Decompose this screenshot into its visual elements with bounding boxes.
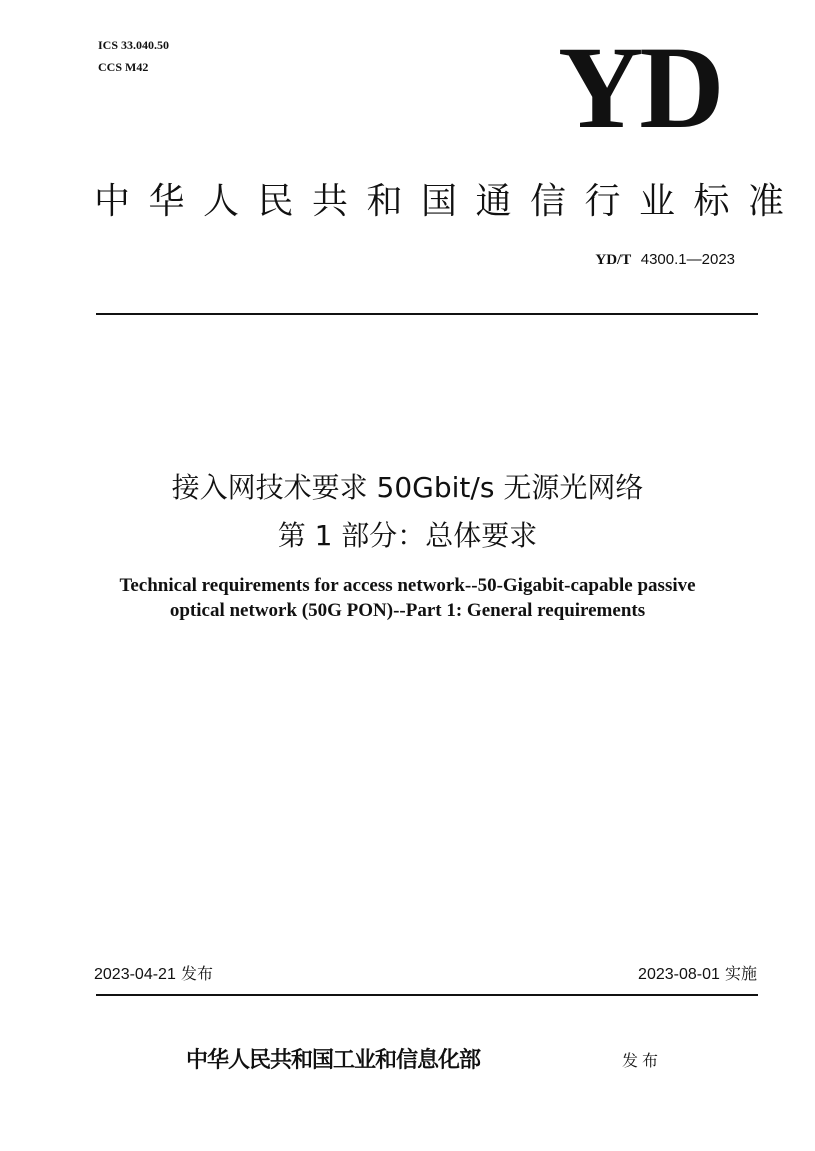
standard-number xyxy=(595,250,735,269)
yd-logo: YD xyxy=(558,22,721,153)
implementation-date xyxy=(638,964,757,985)
release-date-value: 2023-04-21 xyxy=(94,966,176,983)
release-label: 发布 xyxy=(180,964,213,983)
title-chinese-line-2: 第 1 部分：总体要求 xyxy=(277,519,538,552)
ccs-code: CCS M42 xyxy=(98,60,149,74)
publisher-action: 发布 xyxy=(622,1051,663,1070)
standard-number-code: 4300.1—2023 xyxy=(640,251,735,268)
implementation-label: 实施 xyxy=(724,964,757,983)
bottom-divider xyxy=(96,994,758,996)
standard-type-heading: 中华人民共和国通信行业标准 xyxy=(94,181,803,222)
release-date xyxy=(94,964,213,985)
publisher-name: 中华人民共和国工业和信息化部 xyxy=(186,1047,481,1073)
standard-number-prefix: YD/T xyxy=(595,252,632,268)
title-chinese-line-1: 接入网技术要求 50Gbit/s 无源光网络 xyxy=(171,471,644,504)
implementation-date-value: 2023-08-01 xyxy=(638,966,720,983)
top-divider xyxy=(96,313,758,315)
title-english-line-1: Technical requirements for access network--50-Gigabit-capable passive xyxy=(119,575,696,596)
title-english-line-2: optical network (50G PON)--Part 1: General requirements xyxy=(169,600,646,621)
ics-code: ICS 33.040.50 xyxy=(98,38,170,52)
